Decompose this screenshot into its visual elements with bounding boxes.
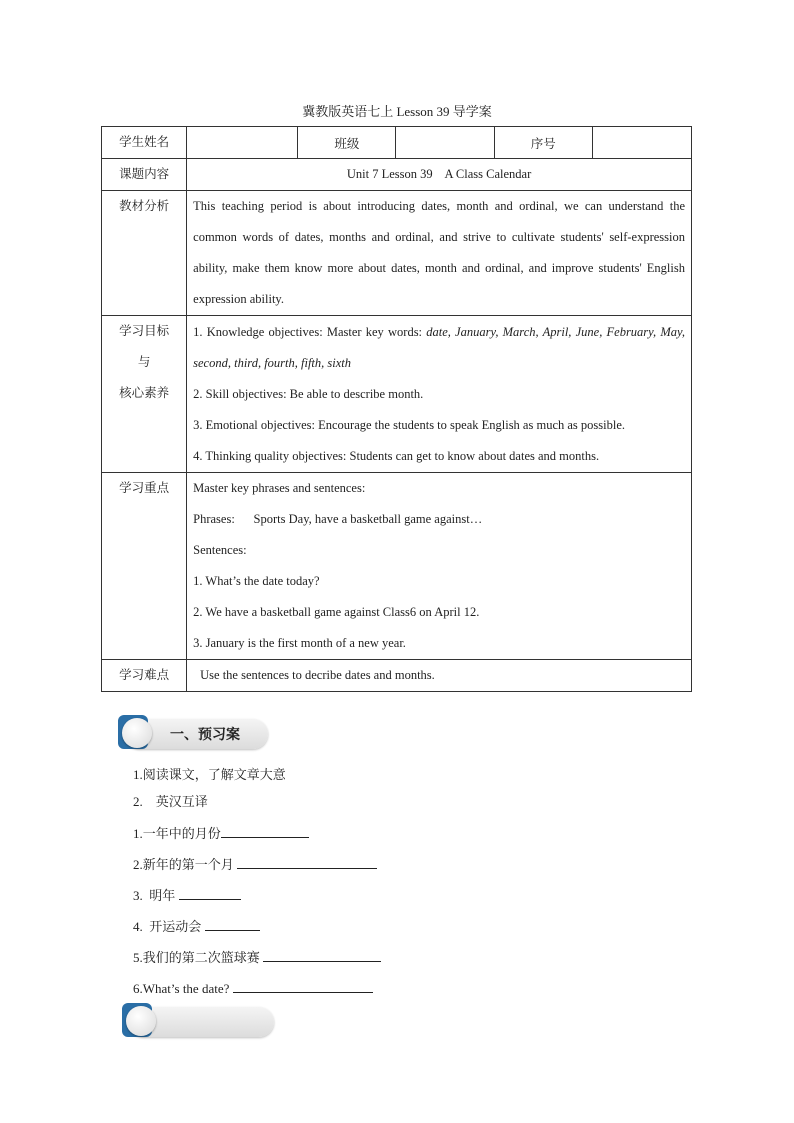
answer-blank-5[interactable]	[263, 947, 381, 962]
topic-value: Unit 7 Lesson 39 A Class Calendar	[187, 159, 692, 191]
answer-blank-3[interactable]	[179, 885, 241, 900]
heading-text: 一、预习案	[170, 727, 240, 743]
question-6	[133, 978, 373, 997]
document-title: 冀教版英语七上 Lesson 39 导学案	[302, 104, 492, 119]
focus-line: Phrases: Sports Day, have a basketball game against…	[193, 512, 483, 526]
goals-label	[102, 316, 187, 473]
task-read-text: 1.阅读课文，了解文章大意	[133, 767, 286, 782]
seq-label: 序号	[494, 127, 592, 159]
difficulty-label: 学习难点	[102, 660, 187, 692]
question-5	[133, 947, 381, 966]
question-3	[133, 885, 241, 904]
goals-label-line2: 与	[137, 355, 151, 369]
question-6-text: 6.What’s the date?	[133, 981, 230, 996]
goal-1-words: date, January, March, April, June, February, May, second, third, fourth, fifth, sixth	[193, 324, 685, 370]
goals-label-line1: 学习目标	[119, 324, 170, 338]
goal-1	[187, 317, 691, 379]
goals-label-line3: 核心素养	[119, 386, 170, 400]
section-next-heading	[122, 1003, 274, 1039]
goal-2: 2. Skill objectives: Be able to describe month.	[193, 386, 424, 401]
goals-cell	[187, 316, 692, 473]
student-name-label: 学生姓名	[102, 127, 187, 159]
class-label: 班级	[298, 127, 396, 159]
lesson-plan-table	[101, 126, 692, 692]
focus-cell	[187, 473, 692, 660]
question-2	[133, 854, 377, 873]
answer-blank-1[interactable]	[221, 823, 309, 838]
section-preview-heading	[118, 715, 268, 751]
analysis-label: 教材分析	[102, 191, 187, 316]
goal-4: 4. Thinking quality objectives: Students can get to know about dates and months.	[193, 448, 600, 463]
topic-label: 课题内容	[102, 159, 187, 191]
goal-1-prefix: 1. Knowledge objectives: Master key words:	[193, 324, 427, 339]
question-4	[133, 916, 260, 935]
focus-line: 3. January is the first month of a new year.	[193, 636, 406, 650]
question-4-text: 4. 开运动会	[133, 919, 202, 934]
focus-line: 2. We have a basketball game against Class6 on April 12.	[193, 605, 480, 619]
focus-label: 学习重点	[102, 473, 187, 660]
class-value	[396, 127, 494, 159]
difficulty-text: Use the sentences to decribe dates and months.	[187, 660, 692, 692]
question-1-text: 1.一年中的月份	[133, 826, 221, 841]
answer-blank-6[interactable]	[233, 978, 373, 993]
goal-3: 3. Emotional objectives: Encourage the students to speak English as much as possible.	[193, 417, 626, 432]
question-1	[133, 823, 309, 842]
heading-circle-icon	[126, 1006, 156, 1036]
student-name-value	[187, 127, 298, 159]
focus-line: 1. What’s the date today?	[193, 574, 320, 588]
question-5-text: 5.我们的第二次篮球赛	[133, 950, 260, 965]
question-2-text: 2.新年的第一个月	[133, 857, 234, 872]
focus-line: Sentences:	[193, 543, 247, 557]
answer-blank-4[interactable]	[205, 916, 260, 931]
focus-line: Master key phrases and sentences:	[193, 481, 366, 495]
task-translate: 2. 英汉互译	[133, 794, 208, 809]
analysis-cell	[187, 191, 692, 316]
analysis-text: This teaching period is about introducing dates, month and ordinal, we can understand the common words of dates, months and ordinal, and strive to cultivate students' self-expression ability, make them know more about dates, month and ordinal, and improve students' English expression ability.	[193, 199, 685, 306]
answer-blank-2[interactable]	[237, 854, 377, 869]
seq-value	[592, 127, 691, 159]
heading-circle-icon	[122, 718, 152, 748]
question-3-text: 3. 明年	[133, 888, 176, 903]
